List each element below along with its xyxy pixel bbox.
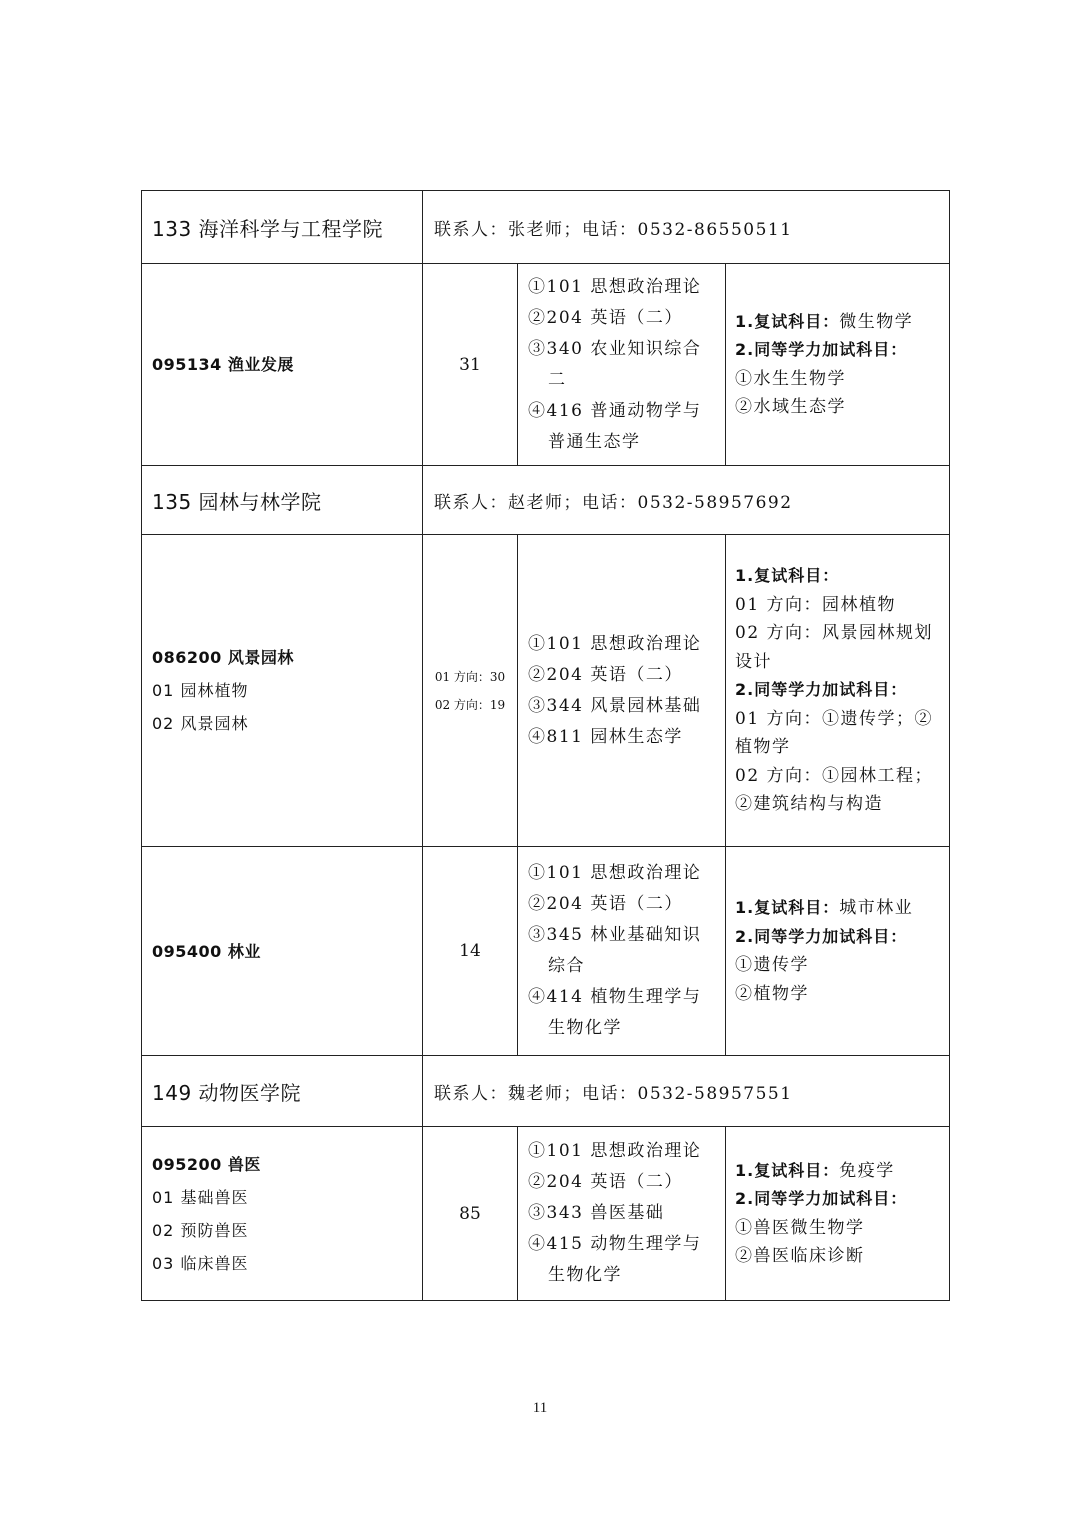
extra-line: 02 方向：①园林工程；②建筑结构与构造 [735, 765, 934, 815]
retest-label: 1.复试科目： [735, 898, 840, 917]
major-code: 086200 风景园林 [152, 648, 294, 667]
retest-label: 1.复试科目： [735, 311, 840, 331]
subject-item: ②204 英语（二） [528, 1172, 683, 1192]
subject-item: ②204 英语（二） [528, 664, 683, 685]
college-row [142, 466, 950, 535]
retest-label: 1.复试科目： [735, 566, 840, 586]
admissions-table [141, 190, 950, 1301]
extra-item: ①水生生物学 [735, 368, 846, 389]
extra-label: 2.同等学力加试科目： [735, 340, 908, 359]
major-cell [142, 264, 423, 466]
extra-item: ②兽医临床诊断 [735, 1246, 865, 1266]
direction-item: 02 预防兽医 [152, 1220, 249, 1240]
subject-item: ④416 普通动物学与普通生态学 [528, 400, 702, 452]
retest-value: 微生物学 [839, 311, 914, 332]
direction-item: 01 园林植物 [152, 681, 249, 700]
enrollment-count [423, 535, 518, 847]
college-contact: 联系人：张老师；电话：0532-86550511 [423, 191, 950, 264]
enrollment-count: 85 [423, 1127, 518, 1301]
college-row [142, 191, 950, 264]
enrollment-count: 14 [423, 847, 518, 1056]
enrollment-count: 31 [423, 264, 518, 466]
college-name: 133 海洋科学与工程学院 [142, 191, 423, 264]
major-code: 095134 渔业发展 [152, 355, 294, 374]
retest-label: 1.复试科目： [735, 1160, 840, 1180]
extra-item: ②水域生态学 [735, 397, 846, 417]
retest-line: 02 方向：风景园林规划设计 [735, 623, 934, 672]
extra-item: ②植物学 [735, 983, 809, 1004]
exam-subjects [518, 535, 726, 847]
extra-label: 2.同等学力加试科目： [735, 1189, 908, 1208]
direction-item: 02 风景园林 [152, 714, 249, 733]
major-cell [142, 1127, 423, 1301]
direction-count: 02 方向：19 [434, 697, 506, 712]
subject-item: ②204 英语（二） [528, 894, 683, 914]
extra-line: 01 方向：①遗传学；②植物学 [735, 708, 934, 758]
retest-value: 城市林业 [839, 898, 914, 918]
college-contact: 联系人：魏老师；电话：0532-58957551 [423, 1056, 950, 1127]
subject-item: ①101 思想政治理论 [528, 863, 702, 883]
college-name: 149 动物医学院 [142, 1056, 423, 1127]
college-contact: 联系人：赵老师；电话：0532-58957692 [423, 466, 950, 535]
retest-value: 免疫学 [839, 1160, 895, 1181]
subject-item: ④414 植物生理学与生物化学 [528, 987, 702, 1038]
major-row [142, 264, 950, 466]
subject-item: ③344 风景园林基础 [528, 695, 702, 716]
retest-cell [726, 264, 950, 466]
retest-cell [726, 535, 950, 847]
extra-label: 2.同等学力加试科目： [735, 926, 908, 946]
retest-cell [726, 847, 950, 1056]
exam-subjects [518, 847, 726, 1056]
major-row [142, 1127, 950, 1301]
exam-subjects [518, 264, 726, 466]
subject-item: ①101 思想政治理论 [528, 1141, 702, 1161]
retest-cell [726, 1127, 950, 1301]
extra-item: ①遗传学 [735, 955, 809, 975]
extra-label: 2.同等学力加试科目： [735, 680, 908, 700]
retest-line: 01 方向：园林植物 [735, 594, 897, 615]
major-row [142, 847, 950, 1056]
extra-item: ①兽医微生物学 [735, 1217, 865, 1238]
college-name: 135 园林与林学院 [142, 466, 423, 535]
exam-subjects [518, 1127, 726, 1301]
subject-item: ④811 园林生态学 [528, 726, 683, 747]
major-cell [142, 535, 423, 847]
direction-count: 01 方向：30 [434, 669, 506, 684]
subject-item: ③343 兽医基础 [528, 1203, 665, 1223]
page-number: 11 [532, 1400, 548, 1416]
subject-item: ①101 思想政治理论 [528, 276, 702, 297]
subject-item: ③340 农业知识综合二 [528, 338, 702, 390]
subject-item: ①101 思想政治理论 [528, 633, 702, 654]
major-cell [142, 847, 423, 1056]
college-row [142, 1056, 950, 1127]
major-code: 095400 林业 [152, 941, 261, 961]
direction-item: 01 基础兽医 [152, 1187, 249, 1207]
subject-item: ②204 英语（二） [528, 307, 683, 328]
subject-item: ③345 林业基础知识综合 [528, 925, 702, 976]
subject-item: ④415 动物生理学与生物化学 [528, 1234, 702, 1285]
major-code: 095200 兽医 [152, 1154, 261, 1174]
direction-item: 03 临床兽医 [152, 1253, 249, 1273]
major-row [142, 535, 950, 847]
